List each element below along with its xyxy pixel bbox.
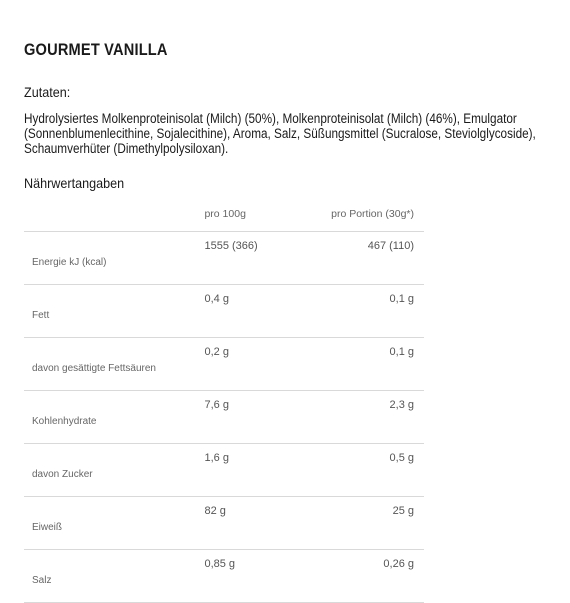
nutrition-heading: Nährwertangaben (24, 175, 125, 191)
table-row (24, 550, 424, 603)
row-label: Kohlenhydrate (24, 391, 204, 444)
row-value-per-portion: 0,1 g (318, 338, 424, 391)
row-label: Eiweiß (24, 497, 204, 550)
column-header-per-portion: pro Portion (30g*) (318, 197, 424, 232)
nutrition-table-header (24, 197, 424, 232)
table-row (24, 444, 424, 497)
table-row (24, 285, 424, 338)
row-value-per-portion: 467 (110) (318, 232, 424, 285)
table-row (24, 232, 424, 285)
nutrition-table-body (24, 232, 424, 603)
row-label: Salz (24, 550, 204, 603)
row-value-per-100g: 0,4 g (204, 285, 318, 338)
nutrition-table (24, 197, 424, 603)
row-label: davon Zucker (24, 444, 204, 497)
row-value-per-portion: 2,3 g (318, 391, 424, 444)
table-row (24, 391, 424, 444)
table-row (24, 497, 424, 550)
product-title: GOURMET VANILLA (24, 40, 168, 59)
row-value-per-100g: 1555 (366) (204, 232, 318, 285)
row-value-per-portion: 0,26 g (318, 550, 424, 603)
row-label: davon gesättigte Fettsäuren (24, 338, 204, 391)
row-value-per-100g: 0,85 g (204, 550, 318, 603)
column-header-per-100g: pro 100g (204, 197, 318, 232)
row-value-per-100g: 0,2 g (204, 338, 318, 391)
row-value-per-100g: 1,6 g (204, 444, 318, 497)
header-row (24, 197, 424, 232)
row-value-per-100g: 82 g (204, 497, 318, 550)
table-row (24, 338, 424, 391)
ingredients-text: Hydrolysiertes Molkenproteinisolat (Milch) (50%), Molkenproteinisolat (Milch) (46%), Emulgator (Sonnenblumenlecithine, Sojalecithine), Aroma, Salz, Süßungsmittel (Sucralose, Steviolglycoside), Schaumverhüter (Dimethylpolysiloxan). (24, 111, 536, 156)
row-label: Fett (24, 285, 204, 338)
row-value-per-portion: 0,5 g (318, 444, 424, 497)
row-value-per-portion: 25 g (318, 497, 424, 550)
ingredients-heading: Zutaten: (24, 84, 71, 100)
column-header-label (24, 197, 204, 232)
row-label: Energie kJ (kcal) (24, 232, 204, 285)
row-value-per-100g: 7,6 g (204, 391, 318, 444)
row-value-per-portion: 0,1 g (318, 285, 424, 338)
